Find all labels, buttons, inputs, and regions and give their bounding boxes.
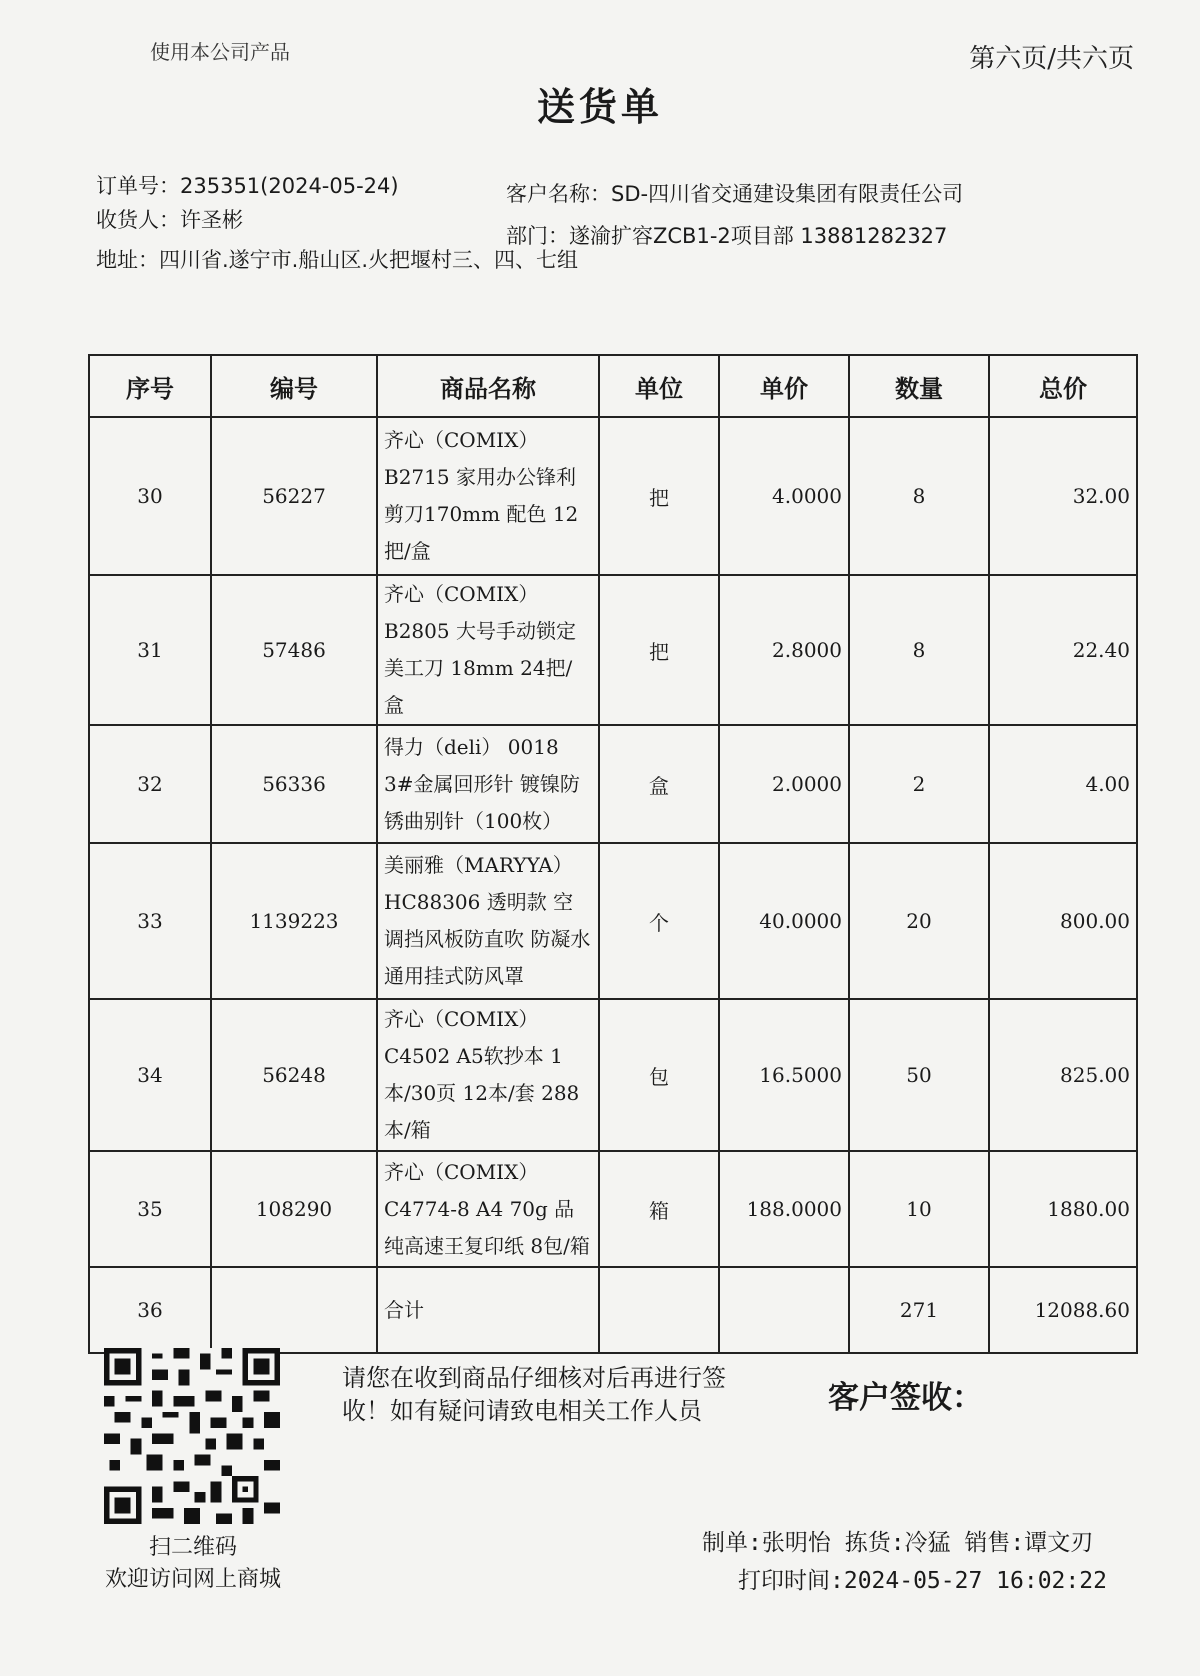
- header-product-name: 商品名称: [377, 355, 599, 417]
- print-time: 打印时间:2024-05-27 16:02:22: [738, 1568, 1107, 1594]
- table-header-row: [89, 355, 1137, 417]
- cell-product-name: 齐心（COMIX）C4774-8 A4 70g 品纯高速王复印纸 8包/箱: [377, 1151, 599, 1267]
- cell-total: 22.40: [989, 575, 1137, 725]
- receipt-notice: 请您在收到商品仔细核对后再进行签收！如有疑问请致电相关工作人员: [342, 1364, 726, 1425]
- department: 部门：遂渝扩容ZCB1-2项目部 13881282327: [506, 224, 948, 248]
- table-row: [89, 1151, 1137, 1267]
- cell-quantity: 20: [849, 843, 989, 999]
- cell-seq: 31: [89, 575, 211, 725]
- table-row: [89, 843, 1137, 999]
- cell-unit-price: 2.0000: [719, 725, 849, 843]
- cell-total: 800.00: [989, 843, 1137, 999]
- cell-unit-price: 16.5000: [719, 999, 849, 1151]
- cell-grand-total: 12088.60: [989, 1267, 1137, 1353]
- qr-code: [104, 1348, 280, 1524]
- table-row: [89, 725, 1137, 843]
- staff-info: 制单:张明怡 拣货:冷猛 销售:谭文刃: [702, 1530, 1094, 1556]
- cell-seq: 33: [89, 843, 211, 999]
- cell-product-name: 美丽雅（MARYYA）HC88306 透明款 空调挡风板防直吹 防凝水通用挂式防风罩: [377, 843, 599, 999]
- cell-unit: 箱: [599, 1151, 719, 1267]
- cell-total-quantity: 271: [849, 1267, 989, 1353]
- cell-seq: 34: [89, 999, 211, 1151]
- cell-code: 56336: [211, 725, 377, 843]
- cell-unit-price: [719, 1267, 849, 1353]
- address: 地址：四川省.遂宁市.船山区.火把堰村三、四、七组: [96, 248, 579, 272]
- cell-unit: 把: [599, 575, 719, 725]
- table-row: [89, 575, 1137, 725]
- cell-total: 1880.00: [989, 1151, 1137, 1267]
- cell-summary-label: 合计: [377, 1267, 599, 1353]
- cell-quantity: 10: [849, 1151, 989, 1267]
- cell-unit: 个: [599, 843, 719, 999]
- cell-unit: 盒: [599, 725, 719, 843]
- page-indicator: 第六页/共六页: [969, 44, 1134, 74]
- cell-code: 57486: [211, 575, 377, 725]
- qr-caption-mall: 欢迎访问网上商城: [104, 1567, 281, 1592]
- cell-code: 56248: [211, 999, 377, 1151]
- cell-total: 32.00: [989, 417, 1137, 575]
- cell-code: 56227: [211, 417, 377, 575]
- cell-unit-price: 2.8000: [719, 575, 849, 725]
- cell-seq: 36: [89, 1267, 211, 1353]
- top-note: 使用本公司产品: [150, 40, 290, 64]
- cell-product-name: 齐心（COMIX）B2715 家用办公锋利剪刀170mm 配色 12把/盒: [377, 417, 599, 575]
- table-row: [89, 999, 1137, 1151]
- customer-name: 客户名称：SD-四川省交通建设集团有限责任公司: [506, 182, 964, 206]
- cell-quantity: 8: [849, 575, 989, 725]
- cell-product-name: 齐心（COMIX）C4502 A5软抄本 1本/30页 12本/套 288本/箱: [377, 999, 599, 1151]
- header-total: 总价: [989, 355, 1137, 417]
- cell-seq: 30: [89, 417, 211, 575]
- document-title: 送货单: [536, 85, 663, 129]
- cell-code: [211, 1267, 377, 1353]
- items-table: [88, 354, 1138, 1354]
- cell-unit-price: 4.0000: [719, 417, 849, 575]
- cell-unit-price: 188.0000: [719, 1151, 849, 1267]
- cell-seq: 35: [89, 1151, 211, 1267]
- header-seq: 序号: [89, 355, 211, 417]
- cell-unit-price: 40.0000: [719, 843, 849, 999]
- qr-caption-scan: 扫二维码: [148, 1535, 237, 1560]
- header-code: 编号: [211, 355, 377, 417]
- order-number: 订单号：235351(2024-05-24): [96, 174, 399, 198]
- cell-unit: [599, 1267, 719, 1353]
- cell-seq: 32: [89, 725, 211, 843]
- cell-total: 4.00: [989, 725, 1137, 843]
- header-quantity: 数量: [849, 355, 989, 417]
- receiver: 收货人：许圣彬: [96, 208, 243, 232]
- customer-signature-label: 客户签收：: [828, 1380, 983, 1416]
- cell-product-name: 齐心（COMIX）B2805 大号手动锁定美工刀 18mm 24把/盒: [377, 575, 599, 725]
- header-unit-price: 单价: [719, 355, 849, 417]
- cell-unit: 包: [599, 999, 719, 1151]
- cell-quantity: 2: [849, 725, 989, 843]
- cell-unit: 把: [599, 417, 719, 575]
- summary-row: [89, 1267, 1137, 1353]
- header-unit: 单位: [599, 355, 719, 417]
- cell-total: 825.00: [989, 999, 1137, 1151]
- cell-product-name: 得力（deli） 0018 3#金属回形针 镀镍防锈曲别针（100枚）: [377, 725, 599, 843]
- cell-quantity: 8: [849, 417, 989, 575]
- cell-code: 108290: [211, 1151, 377, 1267]
- cell-code: 1139223: [211, 843, 377, 999]
- table-row: [89, 417, 1137, 575]
- cell-quantity: 50: [849, 999, 989, 1151]
